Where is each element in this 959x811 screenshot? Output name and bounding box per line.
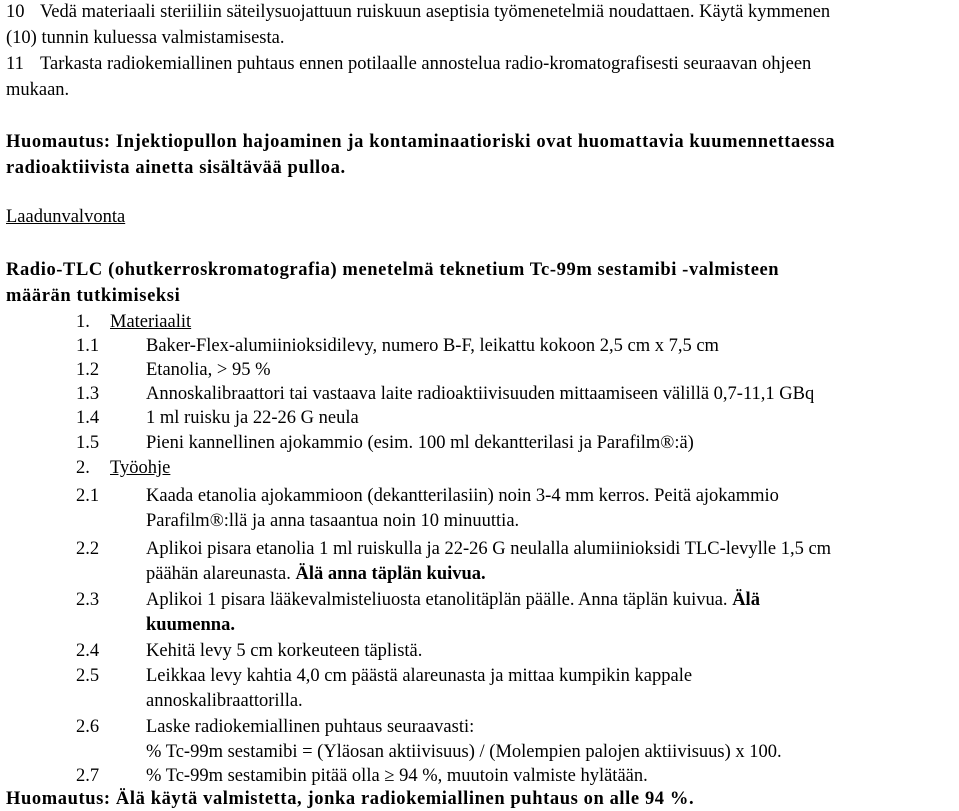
item-text [146,588,760,612]
item-text: Laske radiokemiallinen puhtaus seuraavasti: [146,717,475,737]
item-number: 10 [6,2,25,22]
item-number: 2.7 [76,766,100,786]
item-text-emphasis: kuumenna. [146,615,235,635]
item-text: mukaan. [6,80,70,100]
item-text: Aplikoi pisara etanolia 1 ml ruiskulla ja 22-26 G neulalla alumiinioksidi TLC-levylle 1,5 cm [146,539,832,559]
formula: % Tc-99m sestamibi = (Yläosan aktiivisuus) / (Molempien palojen aktiivisuus) x 100. [146,742,782,762]
item-text-emphasis: Älä [732,590,760,610]
item-number: 2.2 [76,539,100,559]
item-number: 1.2 [76,360,100,380]
item-text-emphasis: Älä anna täplän kuivua. [295,564,486,584]
item-number: 11 [6,54,24,74]
item-text-part: Aplikoi 1 pisara lääkevalmisteliuosta etanolitäplän päälle. Anna täplän kuivua. [146,590,733,610]
item-text: annoskalibraattorilla. [146,691,303,711]
item-text: Baker-Flex-alumiinioksidilevy, numero B-F, leikattu kokoon 2,5 cm x 7,5 cm [146,336,719,356]
item-text: Kehitä levy 5 cm korkeuteen täplistä. [146,641,423,661]
warning-note: Huomautus: Injektiopullon hajoaminen ja kontaminaatioriski ovat huomattavia kuumennettaessa [6,132,836,152]
item-text: (10) tunnin kuluessa valmistamisesta. [6,28,285,48]
item-text: Pieni kannellinen ajokammio (esim. 100 ml dekantterilasi ja Parafilm®:ä) [146,433,694,453]
item-number: 2.3 [76,590,100,610]
method-title: Radio-TLC (ohutkerroskromatografia) menetelmä teknetium Tc-99m sestamibi -valmisteen [6,260,780,280]
item-text: Kaada etanolia ajokammioon (dekantterilasiin) noin 3-4 mm kerros. Peitä ajokammio [146,486,779,506]
item-number: 2.5 [76,666,100,686]
item-text-part: päähän alareunasta. [146,564,296,584]
item-number: 2.1 [76,486,100,506]
item-text: Annoskalibraattori tai vastaava laite radioaktiivisuuden mittaamiseen välillä 0,7-11,1 GBq [146,384,815,404]
section-heading: Laadunvalvonta [6,207,126,227]
item-text: 1 ml ruisku ja 22-26 G neula [146,408,359,428]
section-number: 2. [76,458,90,478]
item-number: 2.6 [76,717,100,737]
item-text: Etanolia, > 95 % [146,360,271,380]
item-text: Tarkasta radiokemiallinen puhtaus ennen potilaalle annostelua radio-kromatografisesti seuraavan ohjeen [40,54,812,74]
section-title: Työohje [110,458,171,478]
section-title: Materiaalit [110,312,192,332]
item-text [146,562,486,586]
section-number: 1. [76,312,90,332]
item-text: Parafilm®:llä ja anna tasaantua noin 10 minuuttia. [146,511,520,531]
item-number: 1.5 [76,433,100,453]
method-title: määrän tutkimiseksi [6,286,181,306]
item-number: 1.4 [76,408,100,428]
item-number: 1.3 [76,384,100,404]
item-number: 1.1 [76,336,100,356]
item-text: Leikkaa levy kahtia 4,0 cm päästä alareunasta ja mittaa kumpikin kappale [146,666,693,686]
warning-note: radioaktiivista ainetta sisältävää pulloa. [6,158,346,178]
item-text: % Tc-99m sestamibin pitää olla ≥ 94 %, muutoin valmiste hylätään. [146,766,648,786]
item-text: Vedä materiaali steriiliin säteilysuojattuun ruiskuun aseptisia työmenetelmiä noudattaen. Käytä kymmenen [40,2,831,22]
item-number: 2.4 [76,641,100,661]
warning-note: Huomautus: Älä käytä valmistetta, jonka radiokemiallinen puhtaus on alle 94 %. [6,789,695,809]
